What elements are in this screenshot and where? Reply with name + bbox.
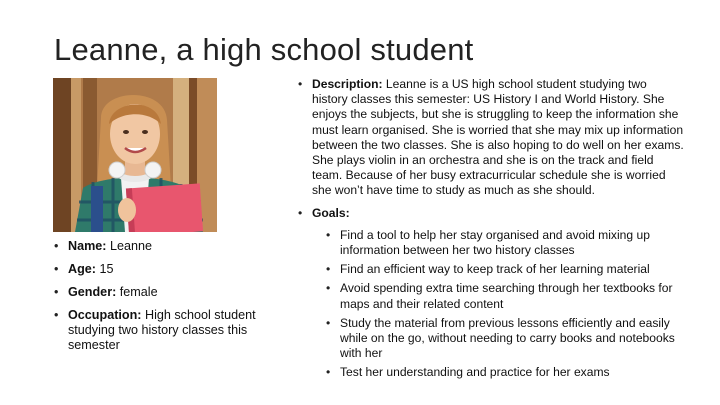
description-label: Description: — [312, 77, 383, 91]
profile-age: • Age: 15 — [68, 262, 288, 277]
description-item — [312, 77, 684, 199]
goal-item: • Find an efficient way to keep track of her learning material — [340, 262, 684, 277]
goal-item: • Study the material from previous lessons efficiently and easily while on the go, without needing to carry books and notebooks with her — [340, 316, 684, 362]
goals-list — [312, 228, 684, 381]
profile-gender: • Gender: female — [68, 285, 288, 300]
profile-name: • Name: Leanne — [68, 239, 288, 254]
goal-item: • Test her understanding and practice for her exams — [340, 365, 684, 380]
profile-occupation: • Occupation: High school student studying two history classes this semester — [68, 308, 288, 353]
persona-details — [312, 77, 684, 388]
slide-title: Leanne, a high school student — [54, 32, 474, 67]
goal-item: • Find a tool to help her stay organised and avoid mixing up information between her two history classes — [340, 228, 684, 258]
goals-item — [312, 206, 684, 381]
profile-list — [68, 239, 288, 361]
goals-label: Goals: — [312, 205, 350, 220]
description-text: Leanne is a US high school student studying two history classes this semester: US History I and World History. She enjoys the subjects, but she is struggling to keep the information she must learn organised. She is worried that she may mix up information between the two classes. She is also hoping to do well on her exams. She plays violin in an orchestra and she is on the track and field team. Because of her busy extracurricular schedule she is worried she won’t have time to study as much as she should. — [312, 77, 684, 198]
student-photo — [53, 78, 217, 232]
student-photo-illustration — [53, 78, 217, 232]
goal-item: • Avoid spending extra time searching through her textbooks for maps and their related content — [340, 281, 684, 311]
